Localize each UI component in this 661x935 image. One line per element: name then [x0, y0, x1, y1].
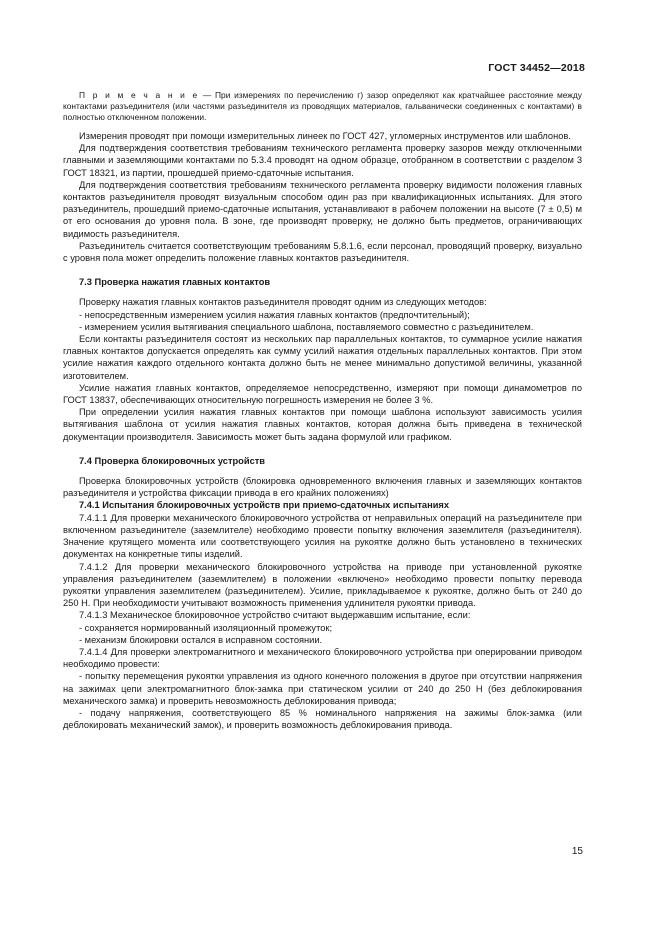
paragraph: Усилие нажатия главных контактов, определяемое непосредственно, измеряют при помощи динамометров по ГОСТ 13837, обеспечивающих относительную погрешность измерения не более 3 %.: [63, 382, 582, 406]
paragraph: Если контакты разъединителя состоят из нескольких пар параллельных контактов, то суммарное усилие нажатия главных контактов допускается определять как сумму усилий нажатия отдельных параллельных контактов. При этом усилие нажатия каждого отдельного контакта должно быть не менее минимально допустимой величины, указанной изготовителем.: [63, 334, 582, 381]
paragraph: Для подтверждения соответствия требованиям технического регламента проверку видимости положения главных контактов разъединителя проводят визуальным способом один раз при квалификационных испытаниях. Для этого разъединитель, прошедший приемо-сдаточные испытания, устанавливают в рабочем положении на высоте (7 ± 0,5) м от его основания до уровня пола. В зоне, где производят проверку, не должно быть предметов, ограничивающих видимость разъединителя.: [63, 179, 582, 239]
list-item: - подачу напряжения, соответствующего 85 % номинального напряжения на зажимы блок-замка (или деблокировать механический замок), и проверить возможность деблокирования привода.: [63, 707, 582, 731]
list-item: - непосредственным измерением усилия нажатия главных контактов (предпочтительный);: [79, 309, 470, 320]
page-number: 15: [571, 846, 583, 857]
paragraph: Для подтверждения соответствия требованиям технического регламента проверку зазоров между отключенными главными и заземляющими контактами по 5.3.4 проводят на одном образце, отобранном в соответствии с разделом 3 ГОСТ 18321, из партии, прошедшей приемо-сдаточные испытания.: [63, 143, 582, 178]
list-item: - измерением усилия вытягивания специального шаблона, поставляемого совместно с разъединителем.: [79, 321, 534, 332]
page-content: [63, 90, 582, 731]
paragraph: Проверка блокировочных устройств (блокировка одновременного включения главных и заземляющих контактов разъединителя и устройства фиксации привода в его крайних положениях): [63, 476, 582, 499]
document-code: ГОСТ 34452—2018: [488, 62, 585, 74]
paragraph: 7.4.1.4 Для проверки электромагнитного и механического блокировочного устройства при оперировании приводом необходимо провести:: [63, 646, 582, 670]
subsection-heading-7-4-1: 7.4.1 Испытания блокировочных устройств при приемо-сдаточных испытаниях: [79, 500, 450, 511]
note-text: — При измерениях по перечислению г) зазор определяют как кратчайшее расстояние между контактами разъединителя (или частями разъединителя из проводящих материалов, гальванически соединенных с контактами) в полностью отключенном положении.: [63, 90, 582, 122]
paragraph: 7.4.1.3 Механическое блокировочное устройство считают выдержавшим испытание, если:: [79, 610, 471, 621]
section-heading-7-4: 7.4 Проверка блокировочных устройств: [79, 455, 266, 466]
paragraph: При определении усилия нажатия главных контактов при помощи шаблона используют зависимость усилия вытягивания шаблона от усилия нажатия главных контактов, которая должна быть приведена в технической документации производителя. Зависимость может быть задана формулой или графиком.: [63, 407, 582, 442]
list-item: - попытку перемещения рукоятки управления из одного конечного положения в другое при отсутствии напряжения на зажимах цепи электромагнитного блок-замка при статическом усилии от 240 до 250 Н (без деблокирования механического замка) и проверить невозможность деблокирования привода;: [63, 671, 582, 706]
paragraph: 7.4.1.1 Для проверки механического блокировочного устройства от неправильных операций на разъединителе при включенном разъединителе (заземлителе) необходимо провести попытку включения заземлителя (разъединителя). Значение крутящего момента или соответствующего усилия на рукоятке должно быть установлено в технических документах на конкретные типы изделий.: [63, 512, 582, 560]
paragraph: Разъединитель считается соответствующим требованиям 5.8.1.6, если персонал, проводящий проверку, визуально с уровня пола может определить положение главных контактов разъединителя.: [63, 240, 582, 264]
list-item: - сохраняется нормированный изоляционный промежуток;: [79, 622, 333, 633]
list-item: - механизм блокировки остался в исправном состоянии.: [79, 634, 323, 645]
section-heading-7-3: 7.3 Проверка нажатия главных контактов: [79, 277, 271, 288]
paragraph: Измерения проводят при помощи измерительных линеек по ГОСТ 427, угломерных инструментов или шаблонов.: [79, 131, 571, 141]
note-label: П р и м е ч а н и е: [79, 90, 200, 100]
paragraph: Проверку нажатия главных контактов разъединителя проводят одним из следующих методов:: [79, 297, 487, 308]
note-paragraph: [63, 90, 582, 123]
paragraph: 7.4.1.2 Для проверки механического блокировочного устройства на приводе при установленной рукоятке управления разъединителем (заземлителем) в положении «включено» необходимо провести попытку перевода рукоятки управления заземлителем (разъединителем). Усилие, прикладываемое к рукоятке, должно быть от 240 до 250 Н. При необходимости учитывают возможность применения удлинителя рукоятки привода.: [63, 561, 582, 609]
